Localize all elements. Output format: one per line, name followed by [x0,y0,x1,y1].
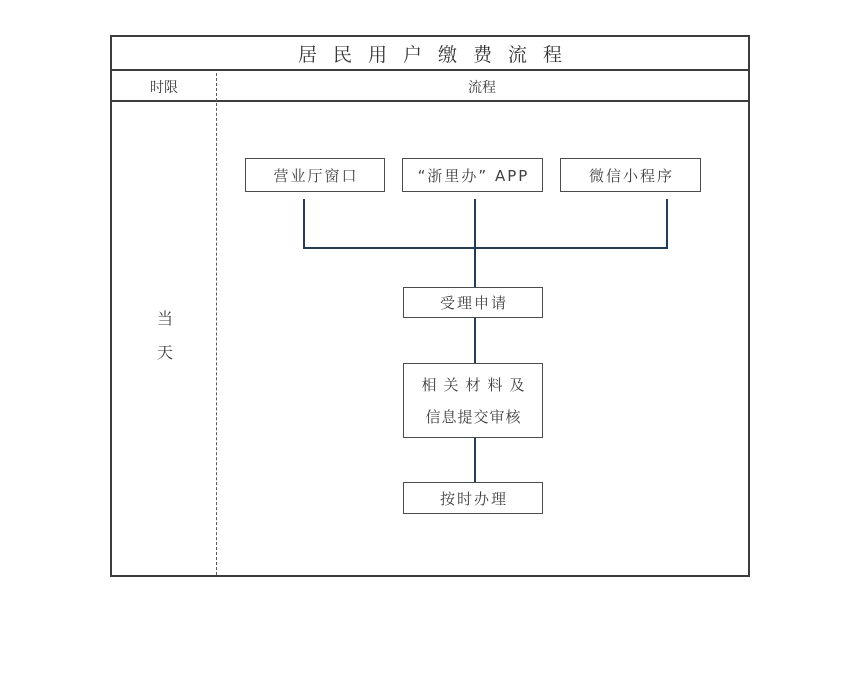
table-body [112,104,748,575]
flow-node-label: “浙里办” APP [417,166,530,185]
flow-node-label: 微信小程序 [588,166,674,185]
connector-stub-left [303,199,305,247]
header-time-limit-label: 时限 [150,79,178,96]
header-cell-time-limit [112,73,216,100]
flow-node-label-line2: 信息提交审核 [425,408,522,426]
table-title-row [112,37,748,71]
header-process-label: 流程 [468,79,496,96]
flow-node-handle-on-time [403,482,543,514]
connector-center-drop [474,199,476,287]
time-limit-cell [112,274,216,414]
flow-node-wechat-miniprogram [560,158,701,192]
flow-node-materials-review [403,363,543,438]
time-limit-value: 当天 [154,310,174,378]
connector-stub-right [666,199,668,247]
flow-node-label: 按时办理 [439,489,508,508]
flow-node-label: 受理申请 [439,294,508,312]
table-header-row [112,73,748,102]
flow-node-label-line1: 相关材料及 [421,376,532,394]
connector-horizontal [303,247,668,249]
connector-review-to-handle [474,438,476,482]
flow-node-zheliban-app [402,158,543,192]
process-table [110,35,750,577]
header-cell-process [216,73,748,100]
flow-node-hall-window [245,158,385,192]
connector-accept-to-review [474,318,476,363]
page-title: 居民用户缴费流程 [297,43,578,66]
flow-node-label: 营业厅窗口 [273,166,359,185]
flow-node-accept-application [403,287,543,318]
